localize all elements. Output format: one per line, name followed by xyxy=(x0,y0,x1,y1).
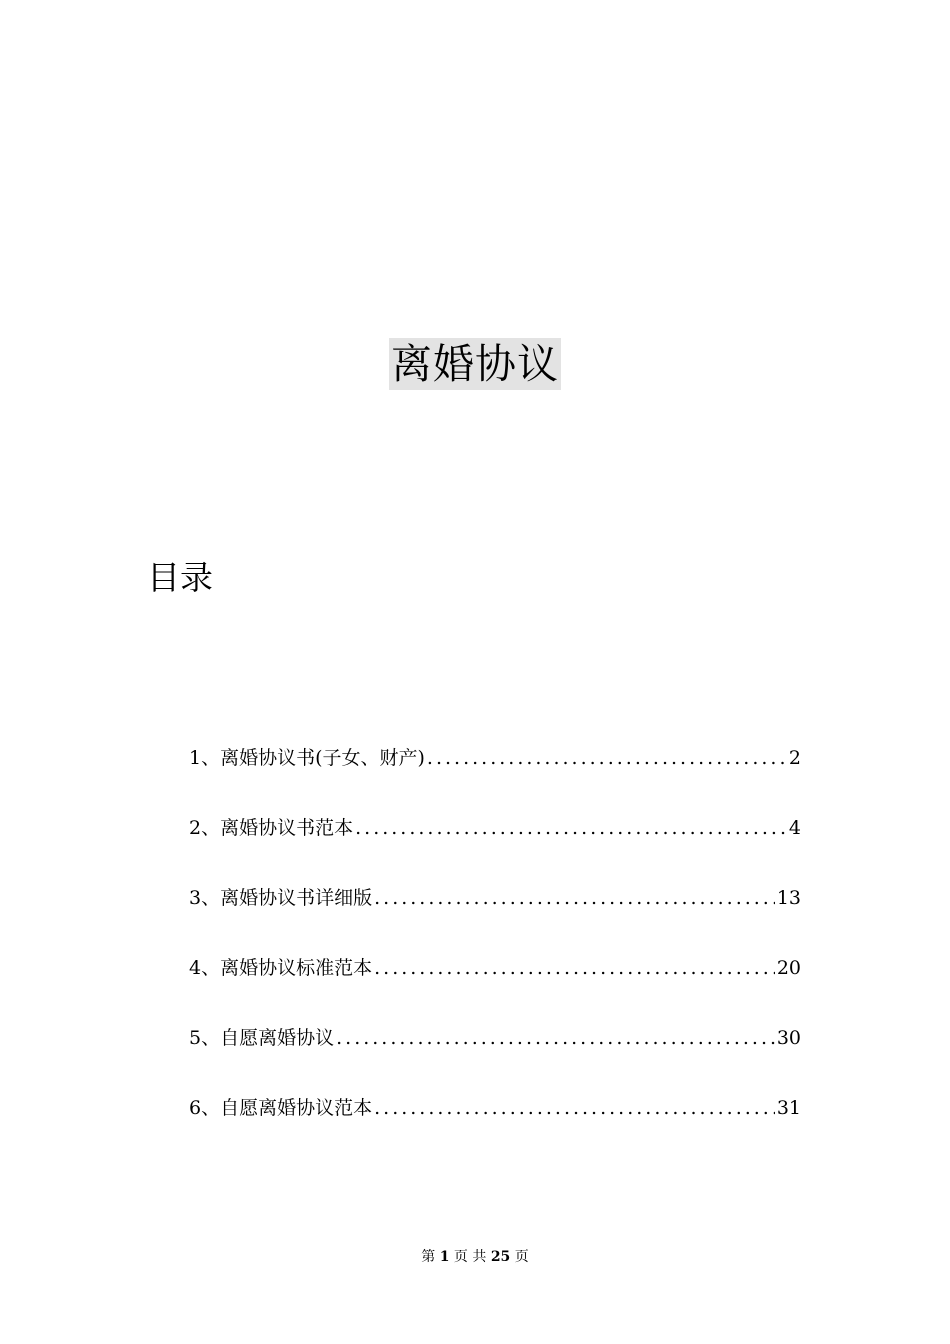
toc-dot-leader xyxy=(336,1022,775,1054)
toc-entry-page: 20 xyxy=(776,957,801,979)
toc-dot-leader xyxy=(374,952,775,984)
toc-entry-number: 6、 xyxy=(189,1097,221,1119)
toc-entry-page: 30 xyxy=(776,1027,801,1049)
toc-entry-4[interactable] xyxy=(189,952,801,1022)
toc-dot-leader xyxy=(374,882,775,914)
toc-entry-5[interactable] xyxy=(189,1022,801,1092)
toc-entry-3[interactable] xyxy=(189,882,801,952)
footer-prefix: 第 xyxy=(421,1249,436,1265)
footer-current-page: 1 xyxy=(439,1249,450,1265)
table-of-contents xyxy=(189,742,801,1162)
toc-entry-title: 离婚协议书范本 xyxy=(220,817,354,839)
document-title-block xyxy=(0,338,950,390)
toc-entry-6[interactable] xyxy=(189,1092,801,1162)
footer-middle: 页 共 xyxy=(453,1249,487,1265)
footer-suffix: 页 xyxy=(514,1249,529,1265)
toc-entry-title: 离婚协议书详细版 xyxy=(220,887,373,909)
toc-heading: 目录 xyxy=(147,558,213,597)
toc-entry-2[interactable] xyxy=(189,812,801,882)
toc-entry-page: 13 xyxy=(776,887,801,909)
toc-entry-number: 3、 xyxy=(189,887,221,909)
toc-dot-leader xyxy=(355,812,787,844)
toc-dot-leader xyxy=(374,1092,775,1124)
toc-entry-1[interactable] xyxy=(189,742,801,812)
toc-entry-number: 5、 xyxy=(189,1027,221,1049)
toc-entry-number: 4、 xyxy=(189,957,221,979)
toc-entry-number: 2、 xyxy=(189,817,221,839)
toc-entry-page: 2 xyxy=(788,747,801,769)
toc-entry-page: 4 xyxy=(788,817,801,839)
toc-entry-title: 离婚协议书(子女、财产) xyxy=(220,747,425,769)
toc-entry-page: 31 xyxy=(776,1097,801,1119)
toc-entry-title: 自愿离婚协议范本 xyxy=(220,1097,373,1119)
page-footer xyxy=(0,1247,950,1267)
document-title: 离婚协议 xyxy=(391,340,559,388)
toc-entry-title: 离婚协议标准范本 xyxy=(220,957,373,979)
footer-total-pages: 25 xyxy=(490,1249,511,1265)
toc-entry-number: 1、 xyxy=(189,747,221,769)
toc-entry-title: 自愿离婚协议 xyxy=(220,1027,335,1049)
toc-dot-leader xyxy=(427,742,787,774)
